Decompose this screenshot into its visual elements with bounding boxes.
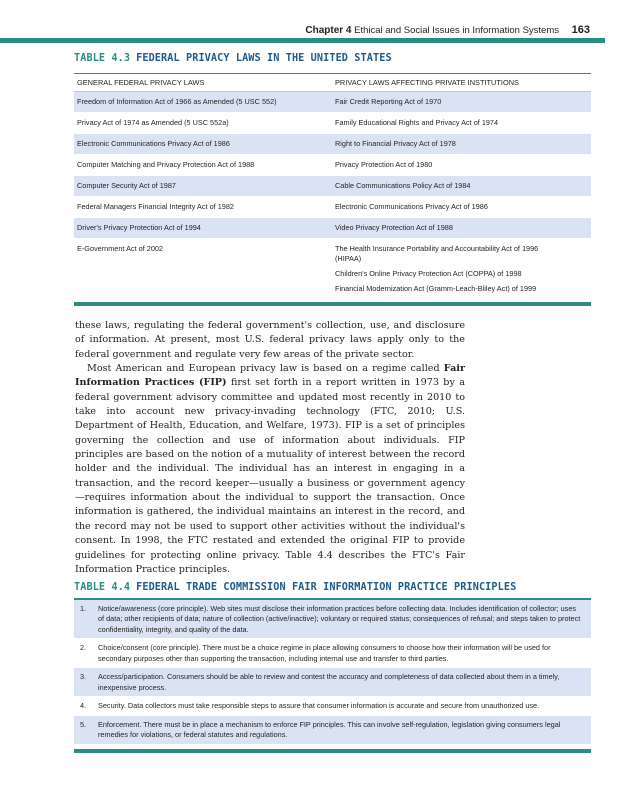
table-row	[74, 113, 591, 134]
col-header-private: PRIVACY LAWS AFFECTING PRIVATE INSTITUTIONS	[335, 78, 519, 87]
row-number: 1.	[80, 603, 87, 613]
table-cell: E-Government Act of 2002	[77, 244, 163, 253]
table-cell-line: (HIPAA)	[335, 254, 362, 263]
paragraph-start: Most American and European privacy law is based on a regime called	[87, 363, 444, 375]
row-text: Enforcement. There must be in place a mechanism to enforce FIP principles. This can involve self-regulation, legislation giving consumers legal remedies for violations, or federal statutes and regulations.	[98, 719, 561, 739]
fip-principles-table	[74, 598, 591, 753]
row-number: 4.	[80, 701, 87, 710]
table-row	[74, 134, 591, 155]
row-number: 3.	[80, 672, 87, 681]
table-cell: Driver's Privacy Protection Act of 1994	[77, 223, 201, 232]
table-row	[74, 197, 591, 218]
table-header-row	[74, 73, 591, 92]
row-text: Notice/awareness (core principle). Web sites must disclose their information practices before collecting data. Includes identification of collector; uses of data; other recipients of data; nature of collection (active/inactive); voluntary or required status; consequences of refusal; and steps taken to protect confidentiality, integrity, and quality of the data.	[98, 603, 581, 634]
table-row	[74, 668, 591, 697]
table-row	[74, 218, 591, 239]
table-bottom-rule	[74, 302, 591, 306]
chapter-title: Ethical and Social Issues in Information Systems	[354, 25, 559, 36]
body-text	[75, 319, 465, 577]
row-text: Choice/consent (core principle). There must be a choice regime in place allowing consumers to choose how their information will be used for secondary purposes other than supporting the transaction, including internal use and transfer to third parties.	[98, 643, 551, 663]
table-row	[74, 600, 591, 640]
table-cell: Fair Credit Reporting Act of 1970	[335, 97, 442, 106]
table-row	[74, 716, 591, 745]
table-4-4-title	[74, 582, 516, 593]
table-bottom-rule	[74, 749, 591, 753]
table-cell-line: Children's Online Privacy Protection Act (COPPA) of 1998	[335, 269, 522, 278]
table-4-3-title	[74, 53, 392, 64]
paragraph: these laws, regulating the federal government's collection, use, and disclosure of information. At present, most U.S. federal privacy laws apply only to the federal government and regulate very few areas of the private sector.	[75, 320, 465, 360]
table-row	[74, 697, 591, 716]
table-cell: Electronic Communications Privacy Act of 1986	[335, 202, 488, 211]
running-header	[0, 0, 625, 38]
table-cell: Family Educational Rights and Privacy Act of 1974	[335, 118, 499, 127]
key-term: Fair Information Practices (FIP)	[75, 363, 465, 389]
chapter-label: Chapter 4	[305, 25, 352, 36]
table-cell: Electronic Communications Privacy Act of 1986	[77, 139, 230, 148]
table-cell: Right to Financial Privacy Act of 1978	[335, 139, 456, 148]
table-row	[74, 176, 591, 197]
paragraph-rest: first set forth in a report written in 1973 by a federal government advisory committee and updated most recently in 2010 to take into account new privacy-invading technology (FTC, 2010; U.S. Department of Health, Education, and Welfare, 1973). FIP is a set of principles governing the collection and use of information about individuals. FIP principles are based on the notion of a mutuality of interest between the record holder and the individual. The individual has an interest in engaging in a transaction, and the record keeper—usually a business or government agency—requires information about the individual to support the transaction. Once information is gathered, the individual maintains an interest in the record, and the record may not be used to support other activities without the individual's consent. In 1998, the FTC restated and extended the original FIP to provide guidelines for protecting online privacy. Table 4.4 describes the FTC's Fair Information Practice principles.	[75, 377, 465, 575]
table-cell: Video Privacy Protection Act of 1988	[335, 223, 453, 232]
table-row	[74, 639, 591, 668]
table-cell-line: Financial Modernization Act (Gramm-Leach-Bliley Act) of 1999	[335, 284, 537, 293]
header-rule	[0, 38, 605, 43]
row-number: 5.	[80, 719, 87, 729]
table-cell: Computer Matching and Privacy Protection Act of 1988	[77, 160, 255, 169]
privacy-laws-table	[74, 73, 591, 306]
col-header-general: GENERAL FEDERAL PRIVACY LAWS	[77, 78, 205, 87]
row-text: Security. Data collectors must take responsible steps to assure that consumer information is accurate and secure from unauthorized use.	[98, 701, 540, 710]
page-number: 163	[571, 24, 590, 36]
table-cell: Privacy Protection Act of 1980	[335, 160, 433, 169]
table-4-3-number: TABLE 4.3	[74, 53, 131, 64]
paragraph	[75, 362, 465, 577]
table-row	[74, 155, 591, 176]
table-cell: Cable Communications Policy Act of 1984	[335, 181, 471, 190]
row-number: 2.	[80, 643, 87, 652]
table-cell: Freedom of Information Act of 1966 as Amended (5 USC 552)	[77, 97, 277, 106]
table-row	[74, 239, 591, 300]
table-row	[74, 92, 591, 113]
table-4-4-caption: FEDERAL TRADE COMMISSION FAIR INFORMATION PRACTICE PRINCIPLES	[136, 582, 517, 593]
table-cell-line: The Health Insurance Portability and Accountability Act of 1996	[335, 244, 539, 253]
table-cell: Privacy Act of 1974 as Amended (5 USC 552a)	[77, 118, 229, 127]
table-cell: Computer Security Act of 1987	[77, 181, 176, 190]
row-text: Access/participation. Consumers should be able to review and contest the accuracy and completeness of data collected about them in a timely, inexpensive process.	[98, 672, 560, 692]
table-cell-multi	[332, 239, 591, 299]
table-4-3-caption: FEDERAL PRIVACY LAWS IN THE UNITED STATES	[136, 53, 392, 64]
header-text	[305, 24, 590, 36]
table-cell: Federal Managers Financial Integrity Act of 1982	[77, 202, 234, 211]
table-4-4-number: TABLE 4.4	[74, 582, 131, 593]
